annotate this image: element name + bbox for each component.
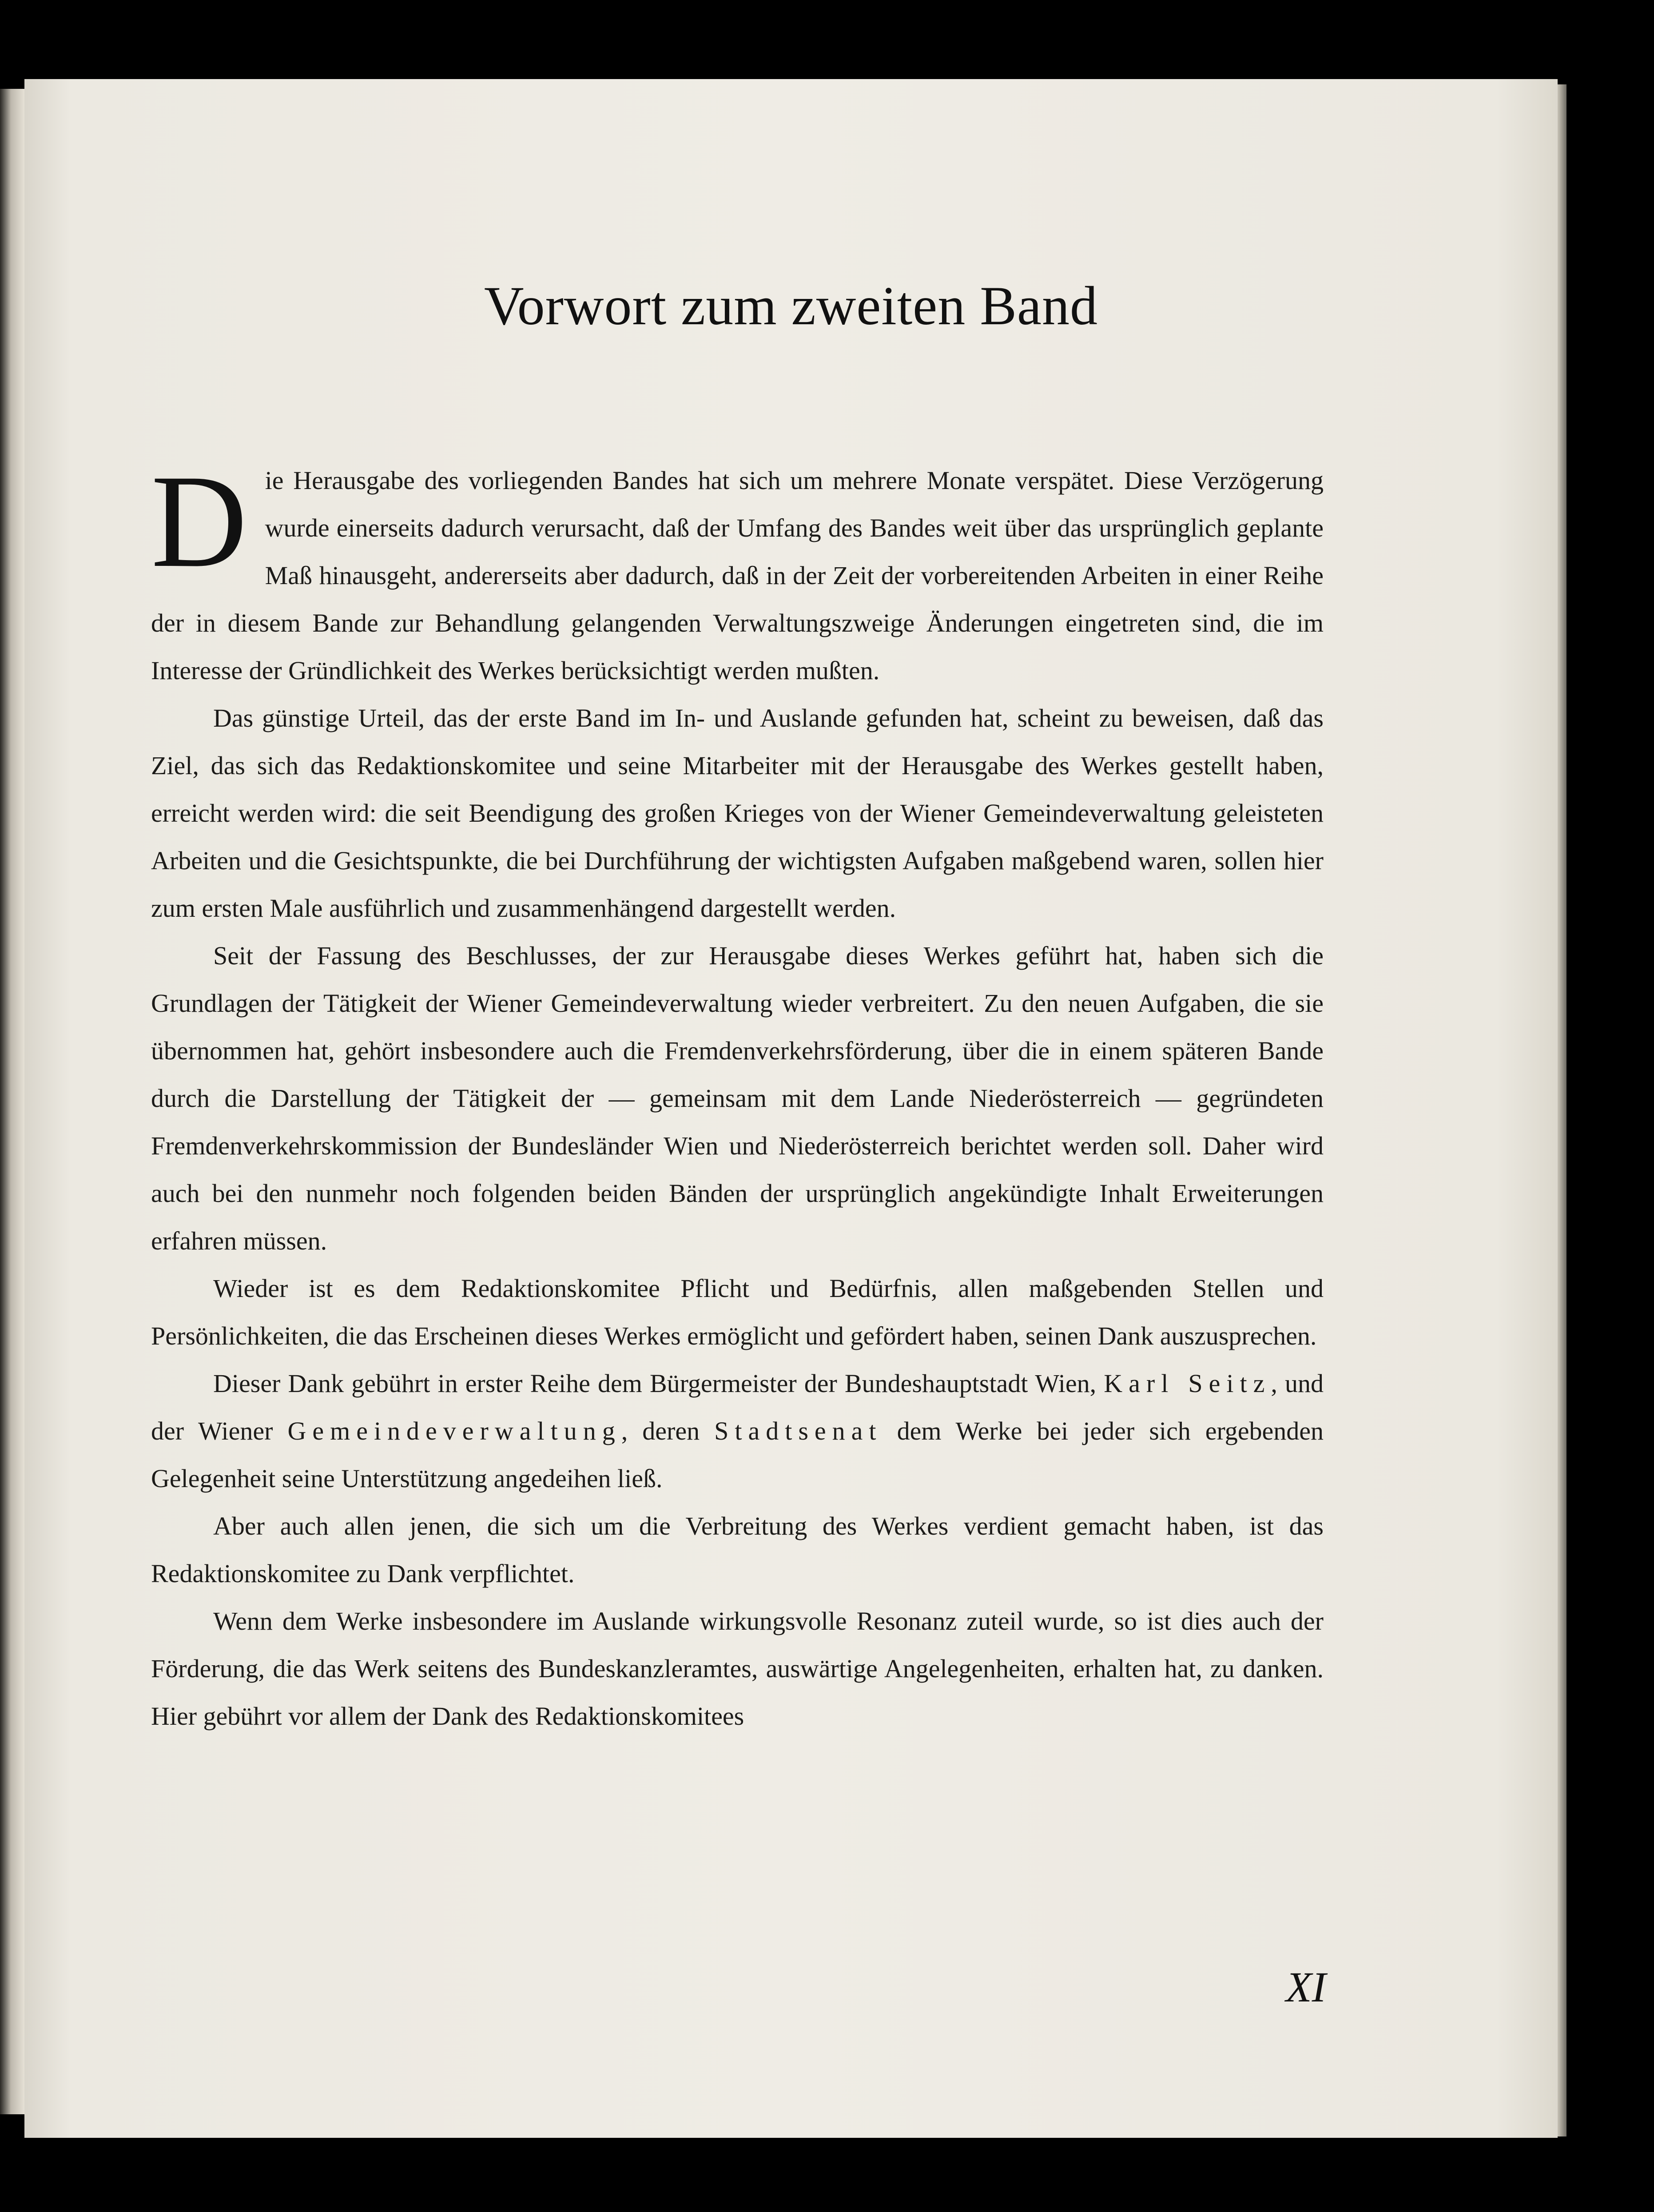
paragraph-1-text: ie Herausgabe des vorliegenden Bandes hat sich um mehrere Monate verspätet. Diese Verzögerung wurde einerseits dadurch verursacht, daß der Umfang des Bandes weit über das ursprünglich geplante Maß hinausgeht, andererseits aber dadurch, daß in der Zeit der vorbereitenden Arbeiten in einer Reihe der in diesem Bande zur Behandlung gelangenden Verwaltungszweige Änderungen eingetreten sind, die im Interesse der Gründlichkeit des Werkes berücksichtigt werden mußten. — [151, 466, 1324, 685]
senate-name: Stadtsenat — [714, 1416, 883, 1445]
paragraph-2: Das günstige Urteil, das der erste Band im In- und Auslande gefunden hat, scheint zu beweisen, daß das Ziel, das sich das Redaktionskomitee und seine Mitarbeiter mit der Herausgabe des Werkes gestellt haben, erreicht werden wird: die seit Beendigung des großen Krieges von der Wiener Gemeindeverwaltung geleisteten Arbeiten und die Gesichtspunkte, die bei Durchführung der wichtigsten Aufgaben maßgebend waren, sollen hier zum ersten Male ausführlich und zusammenhängend dargestellt werden. — [151, 704, 1324, 923]
page-title: Vorwort zum zweiten Band — [484, 275, 1098, 336]
mayor-name: Karl Seitz — [1104, 1369, 1271, 1398]
paragraph-1 — [151, 447, 1324, 694]
book-page — [24, 79, 1558, 2138]
book-spine — [0, 89, 24, 2114]
paragraph-5 — [151, 1360, 1324, 1502]
page-body — [151, 447, 1324, 1740]
paragraph-5-text-d: dem Werke bei jeder sich ergebenden Gelegenheit seine Unterstützung angedeihen ließ. — [151, 1416, 1324, 1493]
paragraph-5-text-b: , und der Wiener — [151, 1369, 1324, 1445]
paragraph-4: Wieder ist es dem Redaktionskomitee Pflicht und Bedürfnis, allen maßgebenden Stellen und Persönlichkeiten, die das Erscheinen dieses Werkes ermöglicht und gefördert haben, seinen Dank auszusprechen. — [151, 1274, 1324, 1350]
paragraph-6: Aber auch allen jenen, die sich um die Verbreitung des Werkes verdient gemacht haben, ist das Redaktionskomitee zu Dank verpflichtet. — [151, 1512, 1324, 1588]
page-number: XI — [1286, 1963, 1326, 2011]
paragraph-5-text-c: , deren — [621, 1416, 715, 1445]
paragraph-3: Seit der Fassung des Beschlusses, der zur Herausgabe dieses Werkes geführt hat, haben sich die Grundlagen der Tätigkeit der Wiener Gemeindeverwaltung wieder verbreitert. Zu den neuen Aufgaben, die sie übernommen hat, gehört insbesondere auch die Fremdenverkehrsförderung, über die in einem späteren Bande durch die Darstellung der Tätigkeit der — gemeinsam mit dem Lande Niederösterreich — gegründeten Fremdenverkehrskommission der Bundesländer Wien und Niederösterreich berichtet werden soll. Daher wird auch bei den nunmehr noch folgenden beiden Bänden der ursprünglich angekündigte Inhalt Erweiterungen erfahren müssen. — [151, 941, 1324, 1255]
drop-cap: D — [151, 447, 247, 595]
paragraph-7: Wenn dem Werke insbesondere im Auslande wirkungsvolle Resonanz zuteil wurde, so ist dies auch der Förderung, die das Werk seitens des Bundeskanzleramtes, auswärtige Angelegenheiten, erhalten hat, zu danken. Hier gebührt vor allem der Dank des Redaktionskomitees — [151, 1607, 1324, 1731]
organization-name: Gemeindeverwaltung — [287, 1416, 621, 1445]
paragraph-5-text-a: Dieser Dank gebührt in erster Reihe dem Bürgermeister der Bundeshauptstadt Wien, — [213, 1369, 1104, 1398]
